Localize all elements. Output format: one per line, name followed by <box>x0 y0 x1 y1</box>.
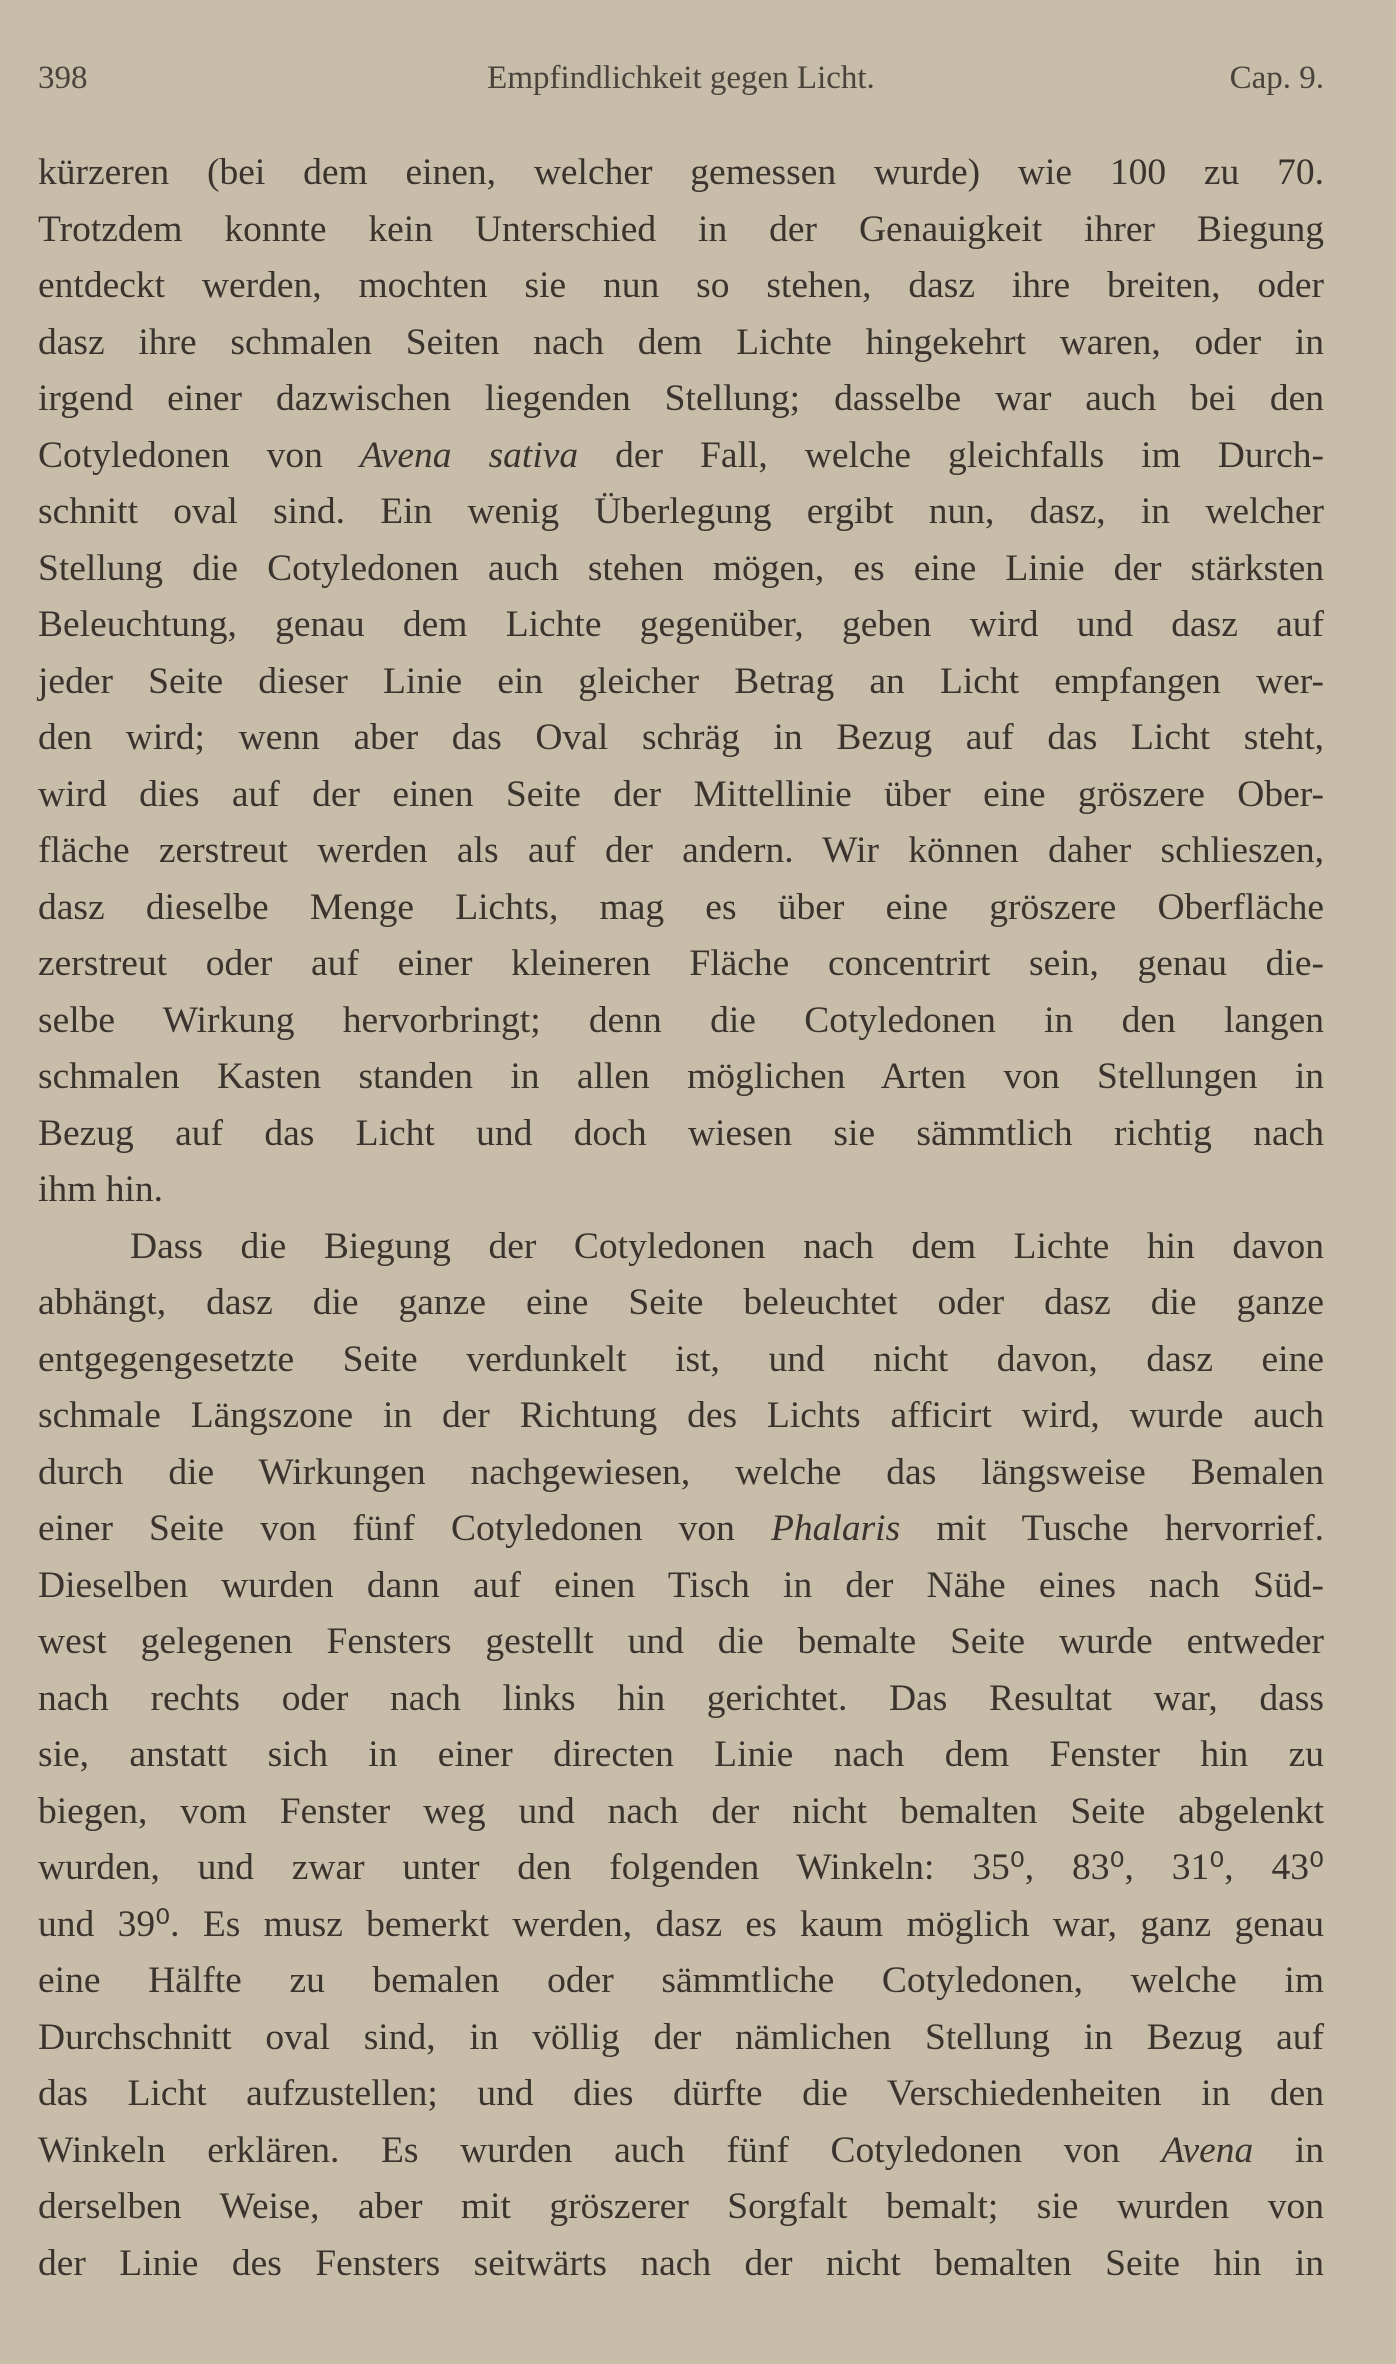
text-line: dasz dieselbe Menge Lichts, mag es über eine gröszere Oberfläche <box>38 886 1324 928</box>
text-line: entdeckt werden, mochten sie nun so stehen, dasz ihre breiten, oder <box>38 265 1324 306</box>
body-text <box>38 145 1324 2292</box>
text-line <box>38 2123 1324 2180</box>
text-line: selbe Wirkung hervorbringt; denn die Cotyledonen in den langen <box>38 999 1324 1041</box>
italic-term: Avena sativa <box>359 434 579 476</box>
text-line <box>38 428 1324 485</box>
text-line: derselben Weise, aber mit gröszerer Sorgfalt bemalt; sie wurden von <box>38 2186 1324 2227</box>
text-line: Durchschnitt oval sind, in völlig der nämlichen Stellung in Bezug auf <box>38 2016 1324 2058</box>
running-head <box>38 60 1324 110</box>
text-line: durch die Wirkungen nachgewiesen, welche das längsweise Bemalen <box>38 1451 1324 1493</box>
text-line: eine Hälfte zu bemalen oder sämmtliche Cotyledonen, welche im <box>38 1960 1324 2001</box>
text-line: dasz ihre schmalen Seiten nach dem Lichte hingekehrt waren, oder in <box>38 321 1324 363</box>
text-line: zerstreut oder auf einer kleineren Fläche concentrirt sein, genau die- <box>38 943 1324 984</box>
text-line-segment: einer Seite von fünf Cotyledonen von <box>38 1508 771 1549</box>
chapter-label: Cap. 9. <box>1229 60 1324 96</box>
text-line: und 39⁰. Es musz bemerkt werden, dasz es kaum möglich war, ganz genau <box>38 1903 1324 1945</box>
italic-term: Phalaris <box>771 1508 901 1549</box>
text-line: jeder Seite dieser Linie ein gleicher Betrag an Licht empfangen wer- <box>38 660 1324 702</box>
text-line: entgegengesetzte Seite verdunkelt ist, und nicht davon, dasz eine <box>38 1338 1324 1380</box>
text-line-segment: Cotyledonen von <box>38 434 360 476</box>
italic-term: Avena <box>1161 2129 1254 2171</box>
text-line: Dieselben wurden dann auf einen Tisch in der Nähe eines nach Süd- <box>38 1564 1324 1606</box>
text-line: der Linie des Fensters seitwärts nach der nicht bemalten Seite hin in <box>38 2242 1324 2284</box>
text-line: schmale Längszone in der Richtung des Lichts afficirt wird, wurde auch <box>38 1395 1324 1436</box>
text-line: kürzeren (bei dem einen, welcher gemessen wurde) wie 100 zu 70. <box>38 152 1324 193</box>
text-line: schmalen Kasten standen in allen möglichen Arten von Stellungen in <box>38 1056 1324 1097</box>
text-line: west gelegenen Fensters gestellt und die bemalte Seite wurde entweder <box>38 1621 1324 1662</box>
text-line: fläche zerstreut werden als auf der andern. Wir können daher schlieszen, <box>38 830 1324 871</box>
text-line: ihm hin. <box>38 1169 164 1210</box>
text-line: schnitt oval sind. Ein wenig Überlegung ergibt nun, dasz, in welcher <box>38 491 1324 532</box>
running-title: Empfindlichkeit gegen Licht. <box>487 60 875 96</box>
text-line <box>38 1501 1324 1558</box>
page-number: 398 <box>38 60 88 96</box>
text-line: nach rechts oder nach links hin gerichtet. Das Resultat war, dass <box>38 1677 1324 1719</box>
text-line-segment: mit Tusche hervorrief. <box>900 1508 1324 1549</box>
text-line: Bezug auf das Licht und doch wiesen sie sämmtlich richtig nach <box>38 1112 1324 1154</box>
text-line: biegen, vom Fenster weg und nach der nicht bemalten Seite abgelenkt <box>38 1790 1324 1832</box>
text-line-segment: der Fall, welche gleichfalls im Durch- <box>578 434 1324 476</box>
text-line: den wird; wenn aber das Oval schräg in Bezug auf das Licht steht, <box>38 717 1324 758</box>
text-line: Beleuchtung, genau dem Lichte gegenüber, geben wird und dasz auf <box>38 604 1324 645</box>
text-line: irgend einer dazwischen liegenden Stellung; dasselbe war auch bei den <box>38 378 1324 419</box>
text-line-segment: Winkeln erklären. Es wurden auch fünf Cotyledonen von <box>38 2129 1162 2171</box>
text-line: das Licht aufzustellen; und dies dürfte die Verschiedenheiten in den <box>38 2073 1324 2114</box>
text-line-segment: in <box>1253 2129 1325 2171</box>
text-line: Trotzdem konnte kein Unterschied in der Genauigkeit ihrer Biegung <box>38 208 1324 250</box>
text-line: Dass die Biegung der Cotyledonen nach dem Lichte hin davon <box>130 1225 1324 1267</box>
text-line: Stellung die Cotyledonen auch stehen mögen, es eine Linie der stärksten <box>38 547 1324 589</box>
text-line: abhängt, dasz die ganze eine Seite beleuchtet oder dasz die ganze <box>38 1282 1324 1323</box>
text-line: wurden, und zwar unter den folgenden Winkeln: 35⁰, 83⁰, 31⁰, 43⁰ <box>38 1847 1324 1888</box>
text-line: sie, anstatt sich in einer directen Linie nach dem Fenster hin zu <box>38 1734 1324 1775</box>
text-line: wird dies auf der einen Seite der Mittellinie über eine gröszere Ober- <box>38 773 1324 815</box>
